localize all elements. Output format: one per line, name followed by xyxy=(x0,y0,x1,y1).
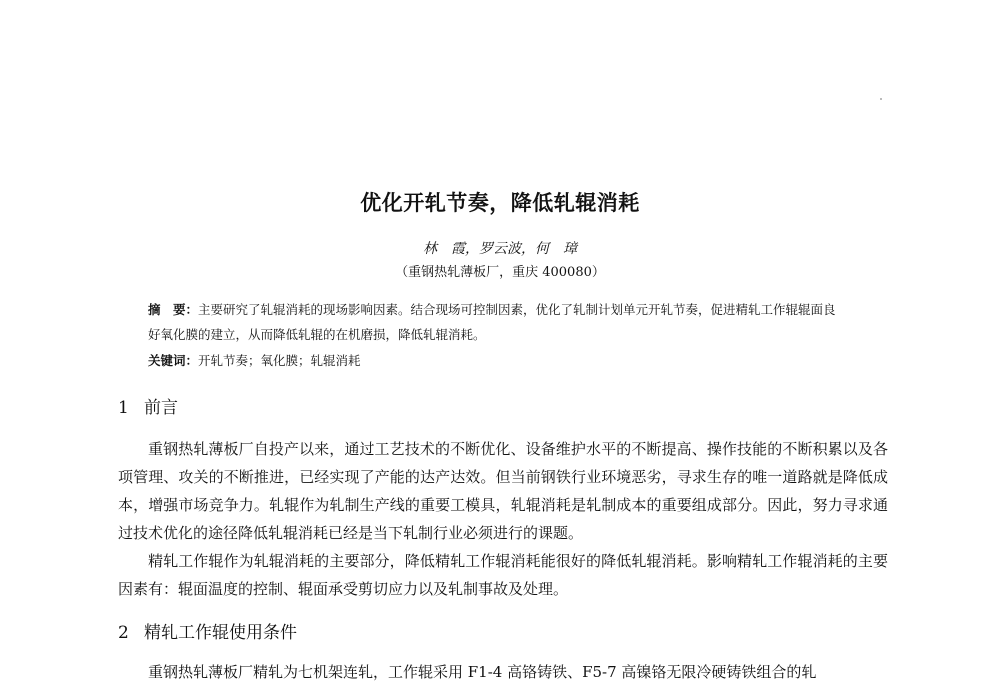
section-title: 精轧工作辊使用条件 xyxy=(144,623,297,643)
section-heading-2 xyxy=(118,622,297,644)
section-1-paragraph-2: 精轧工作辊作为轧辊消耗的主要部分，降低精轧工作辊消耗能很好的降低轧辊消耗。影响精轧工作辊消耗的主要因素有：辊面温度的控制、辊面承受剪切应力以及轧制事故及处理。 xyxy=(118,552,888,598)
abstract-text: 主要研究了轧辊消耗的现场影响因素。结合现场可控制因素，优化了轧制计划单元开轧节奏，促进精轧工作辊辊面良好氧化膜的建立，从而降低轧辊的在机磨损，降低轧辊消耗。 xyxy=(148,302,836,342)
keywords-label: 关键词： xyxy=(148,353,199,368)
scan-mark xyxy=(880,98,882,100)
section-2-paragraph-1: 重钢热轧薄板厂精轧为七机架连轧，工作辊采用 F1-4 高铬铸铁、F5-7 高镍铬无限冷硬铸铁组合的轧 xyxy=(148,663,817,681)
paper-title: 优化开轧节奏，降低轧辊消耗 xyxy=(360,191,640,215)
keywords-block xyxy=(148,350,848,372)
section-number: 1 xyxy=(118,398,129,418)
section-title: 前言 xyxy=(144,398,178,418)
abstract-label: 摘 要： xyxy=(148,302,199,317)
author-list: 林 霞，罗云波，何 璋 xyxy=(423,241,577,257)
section-1-paragraph-1: 重钢热轧薄板厂自投产以来，通过工艺技术的不断优化、设备维护水平的不断提高、操作技能的不断积累以及各项管理、攻关的不断推进，已经实现了产能的达产达效。但当前钢铁行业环境恶劣，寻求生存的唯一道路就是降低成本，增强市场竞争力。轧辊作为轧制生产线的重要工模具，轧辊消耗是轧制成本的重要组成部分。因此，努力寻求通过技术优化的途径降低轧辊消耗已经是当下轧制行业必须进行的课题。 xyxy=(118,440,888,542)
abstract-block xyxy=(148,297,848,347)
section-heading-1 xyxy=(118,397,178,419)
section-number: 2 xyxy=(118,623,129,643)
author-affiliation: （重钢热轧薄板厂，重庆 400080） xyxy=(395,265,605,280)
keywords-text: 开轧节奏；氧化膜；轧辊消耗 xyxy=(198,353,361,368)
